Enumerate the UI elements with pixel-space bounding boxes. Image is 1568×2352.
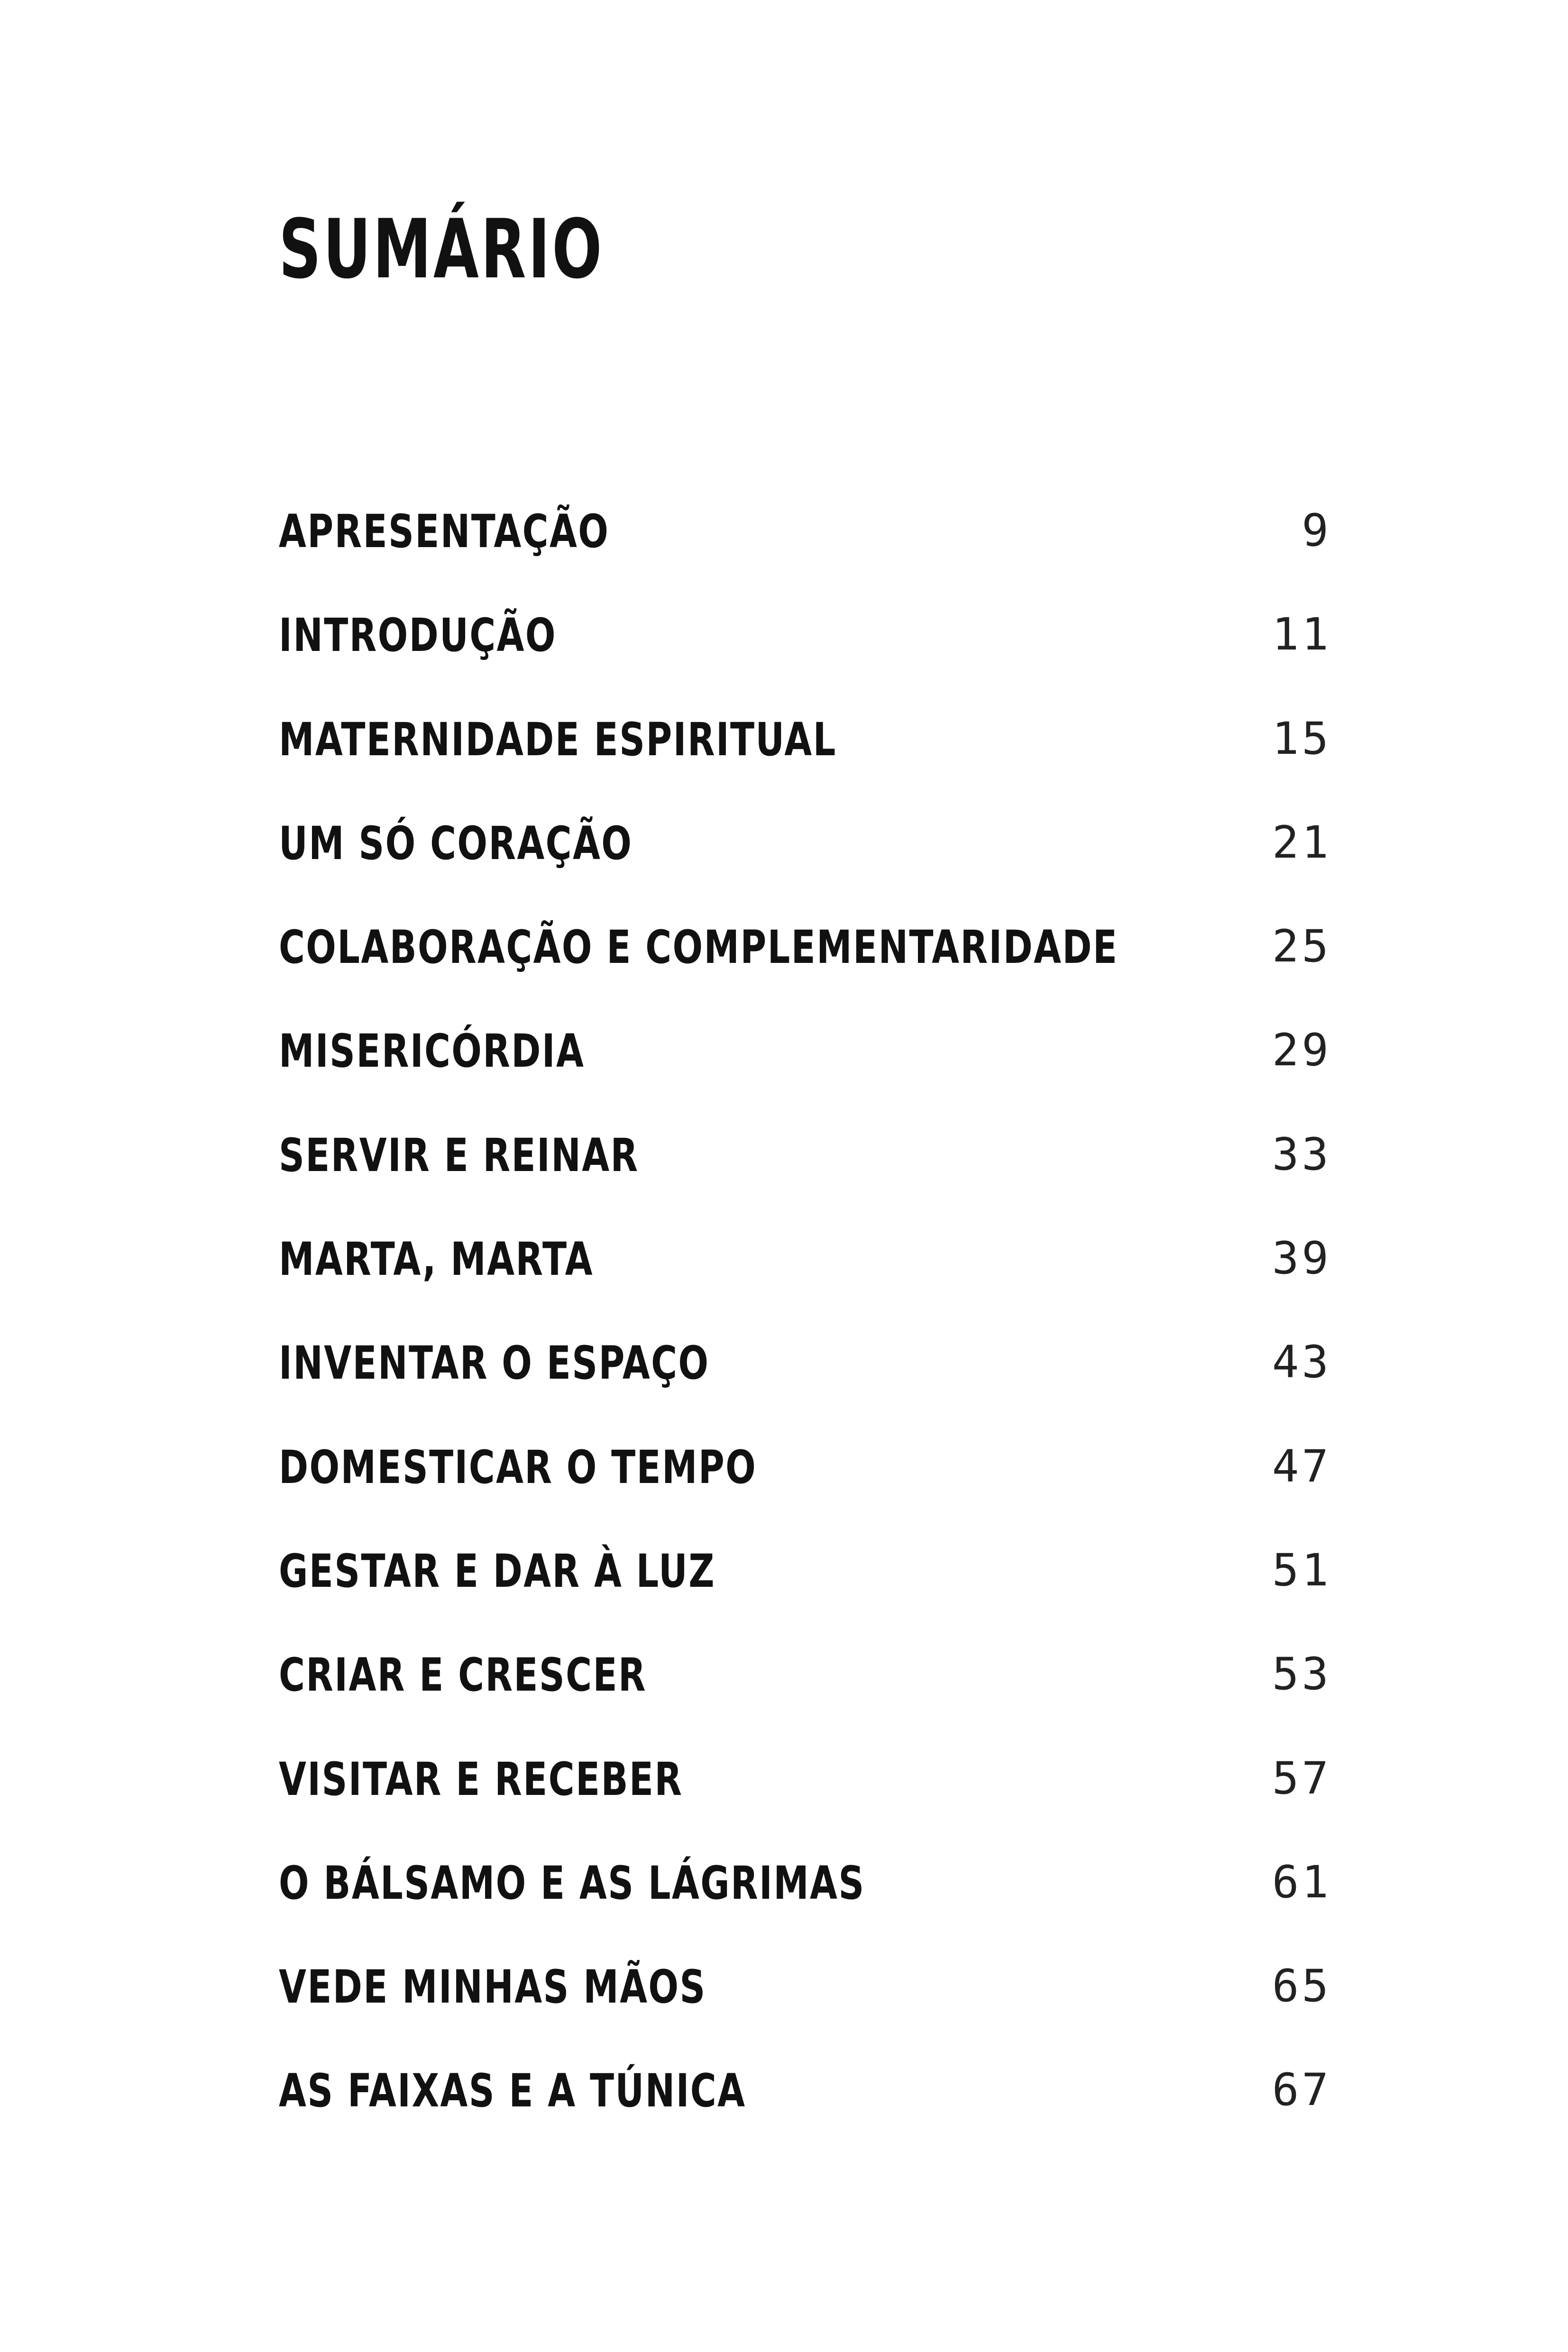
page-title: SUMÁRIO xyxy=(279,201,604,297)
toc-entry-title: MISERICÓRDIA xyxy=(279,1025,585,1078)
toc-entry[interactable] xyxy=(279,1535,1331,1639)
toc-entry-title: APRESENTAÇÃO xyxy=(279,505,610,558)
toc-entry-page-number: 33 xyxy=(1272,1128,1331,1181)
toc-entry[interactable] xyxy=(279,1951,1331,2055)
toc-entry-page-number: 61 xyxy=(1272,1856,1331,1908)
toc-entry[interactable] xyxy=(279,1847,1331,1951)
toc-entry-title: DOMESTICAR O TEMPO xyxy=(279,1440,757,1494)
toc-entry[interactable] xyxy=(279,1639,1331,1743)
toc-entry-page-number: 47 xyxy=(1272,1440,1331,1492)
toc-entry-title: AS FAIXAS E A TÚNICA xyxy=(279,2064,746,2118)
toc-entry[interactable] xyxy=(279,2055,1331,2159)
toc-entry-title: VISITAR E RECEBER xyxy=(279,1752,683,1806)
toc-entry[interactable] xyxy=(279,911,1331,1015)
toc-entry[interactable] xyxy=(279,704,1331,807)
toc-entry-title: MARTA, MARTA xyxy=(279,1233,594,1286)
toc-entry-title: O BÁLSAMO E AS LÁGRIMAS xyxy=(279,1856,865,1910)
toc-entry-page-number: 9 xyxy=(1302,505,1331,557)
toc-entry-page-number: 11 xyxy=(1272,609,1331,661)
table-of-contents xyxy=(279,495,1331,2159)
toc-entry-page-number: 67 xyxy=(1272,2064,1331,2116)
toc-entry[interactable] xyxy=(279,807,1331,911)
toc-entry-title: UM SÓ CORAÇÃO xyxy=(279,816,633,870)
toc-entry[interactable] xyxy=(279,1119,1331,1223)
toc-entry-page-number: 29 xyxy=(1272,1025,1331,1077)
toc-entry[interactable] xyxy=(279,1015,1331,1119)
toc-entry-page-number: 65 xyxy=(1272,1960,1331,2013)
toc-entry-page-number: 15 xyxy=(1272,713,1331,765)
toc-entry-title: INVENTAR O ESPAÇO xyxy=(279,1336,710,1390)
toc-entry-page-number: 53 xyxy=(1272,1648,1331,1701)
toc-entry-title: SERVIR E REINAR xyxy=(279,1128,639,1182)
toc-entry-title: COLABORAÇÃO E COMPLEMENTARIDADE xyxy=(279,921,1119,974)
toc-entry[interactable] xyxy=(279,1327,1331,1431)
toc-entry-title: VEDE MINHAS MÃOS xyxy=(279,1960,706,2014)
toc-entry[interactable] xyxy=(279,1743,1331,1847)
toc-entry-page-number: 21 xyxy=(1272,816,1331,869)
toc-entry-title: INTRODUÇÃO xyxy=(279,609,557,662)
toc-entry[interactable] xyxy=(279,495,1331,599)
toc-entry[interactable] xyxy=(279,599,1331,703)
toc-entry-page-number: 43 xyxy=(1272,1336,1331,1389)
toc-entry[interactable] xyxy=(279,1431,1331,1535)
toc-entry-page-number: 39 xyxy=(1272,1233,1331,1285)
toc-entry-page-number: 57 xyxy=(1272,1752,1331,1804)
toc-entry-title: MATERNIDADE ESPIRITUAL xyxy=(279,713,837,766)
toc-entry-page-number: 51 xyxy=(1272,1544,1331,1596)
toc-entry-page-number: 25 xyxy=(1272,921,1331,973)
toc-entry[interactable] xyxy=(279,1223,1331,1327)
toc-entry-title: CRIAR E CRESCER xyxy=(279,1648,647,1702)
toc-entry-title: GESTAR E DAR À LUZ xyxy=(279,1544,715,1598)
